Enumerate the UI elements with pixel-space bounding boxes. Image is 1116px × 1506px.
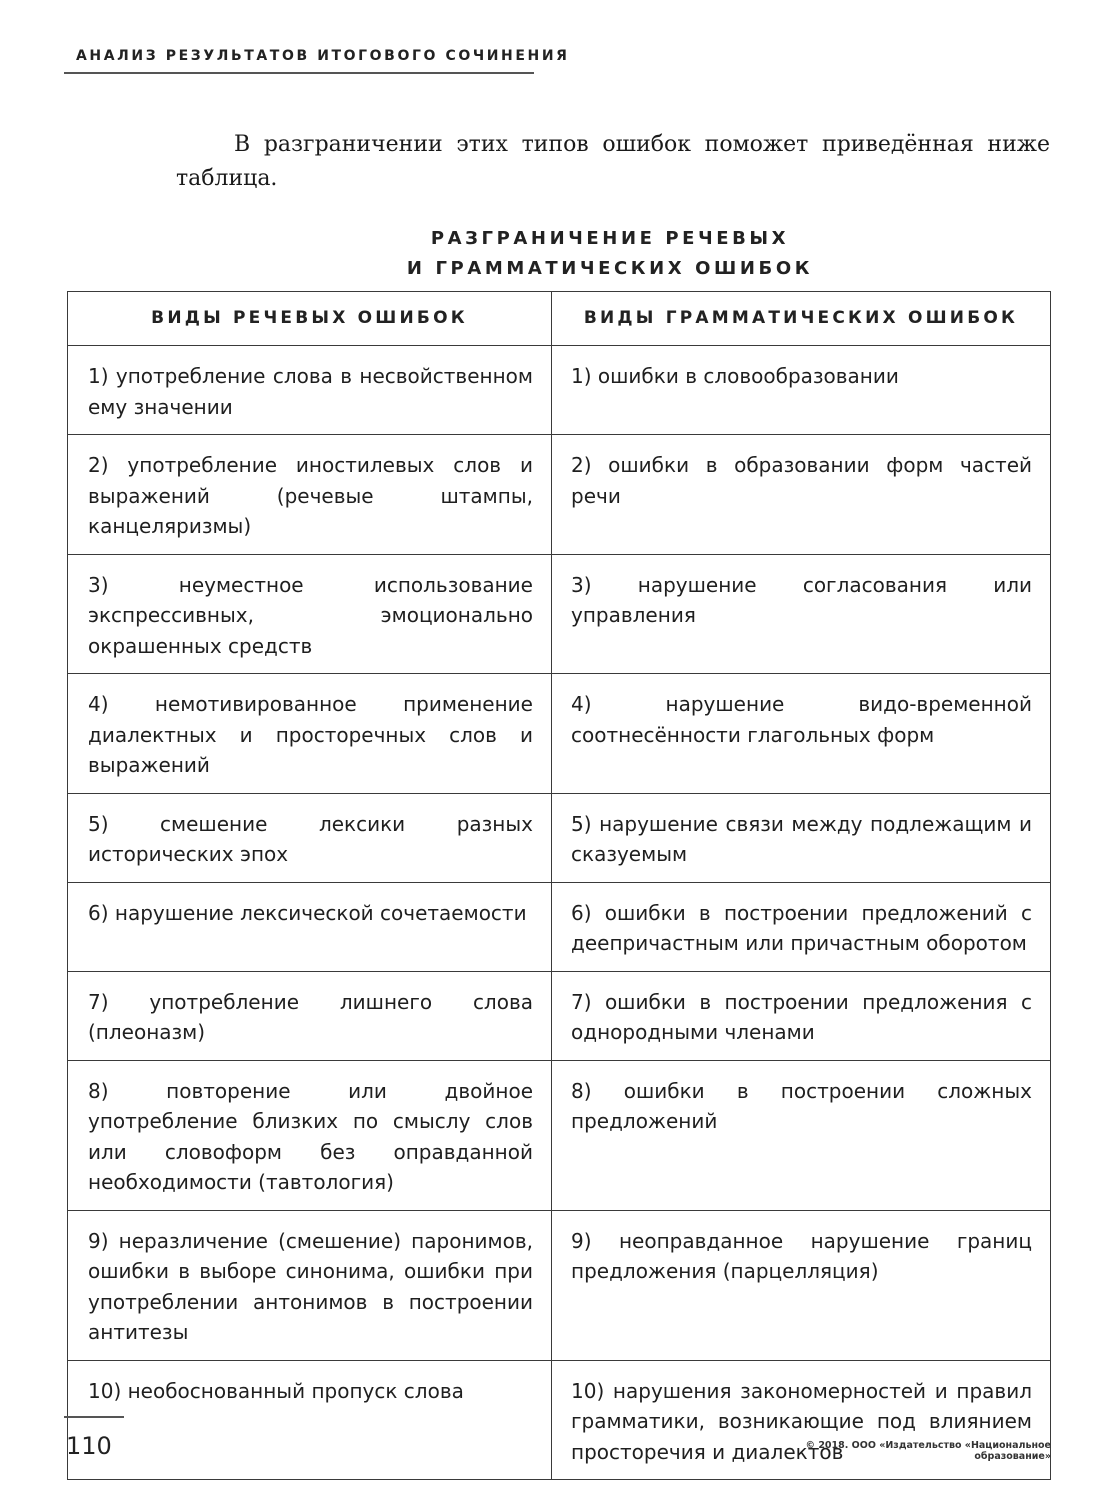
- grammar-error-cell: 1) ошибки в словообразовании: [552, 346, 1051, 435]
- speech-error-cell: 8) повторение или двойное употребление близких по смыслу слов или словоформ без оправданной необходимости (тавтология): [68, 1060, 552, 1210]
- grammar-error-cell: 3) нарушение согласования или управления: [552, 554, 1051, 674]
- footer-rule: [64, 1416, 124, 1418]
- grammar-error-cell: 10) нарушения закономерностей и правил грамматики, возникающие под влиянием просторечия и диалектов: [552, 1360, 1051, 1480]
- table-row: [68, 1210, 1051, 1360]
- table-row: [68, 971, 1051, 1060]
- errors-table: [67, 291, 1051, 1480]
- table-title-line-1: РАЗГРАНИЧЕНИЕ РЕЧЕВЫХ: [430, 228, 790, 249]
- table-row: [68, 1060, 1051, 1210]
- speech-error-cell: 4) немотивированное применение диалектных и просторечных слов и выражений: [68, 674, 552, 794]
- table-row: [68, 793, 1051, 882]
- running-header: АНАЛИЗ РЕЗУЛЬТАТОВ ИТОГОВОГО СОЧИНЕНИЯ: [76, 48, 570, 64]
- speech-error-cell: 9) неразличение (смешение) паронимов, ошибки в выборе синонима, ошибки при употреблении антонимов в построении антитезы: [68, 1210, 552, 1360]
- grammar-error-cell: 2) ошибки в образовании форм частей речи: [552, 435, 1051, 555]
- table-row: [68, 435, 1051, 555]
- speech-error-cell: 6) нарушение лексической сочетаемости: [68, 882, 552, 971]
- copyright-notice: © 2018. ООО «Издательство «Национальное образование»: [805, 1440, 1051, 1462]
- grammar-error-cell: 4) нарушение видо-временной соотнесённости глагольных форм: [552, 674, 1051, 794]
- speech-error-cell: 10) необоснованный пропуск слова: [68, 1360, 552, 1480]
- grammar-error-cell: 5) нарушение связи между подлежащим и сказуемым: [552, 793, 1051, 882]
- speech-error-cell: 1) употребление слова в несвойственном ему значении: [68, 346, 552, 435]
- grammar-error-cell: 9) неоправданное нарушение границ предложения (парцелляция): [552, 1210, 1051, 1360]
- table-row: [68, 674, 1051, 794]
- header-speech-errors: ВИДЫ РЕЧЕВЫХ ОШИБОК: [68, 292, 552, 346]
- table-header-row: [68, 292, 1051, 346]
- table-row: [68, 346, 1051, 435]
- header-grammar-errors: ВИДЫ ГРАММАТИЧЕСКИХ ОШИБОК: [552, 292, 1051, 346]
- page-number: 110: [66, 1432, 112, 1460]
- speech-error-cell: 2) употребление иностилевых слов и выражений (речевые штампы, канцеляризмы): [68, 435, 552, 555]
- table-row: [68, 882, 1051, 971]
- table-title-line-2: И ГРАММАТИЧЕСКИХ ОШИБОК: [406, 258, 814, 279]
- grammar-error-cell: 8) ошибки в построении сложных предложений: [552, 1060, 1051, 1210]
- grammar-error-cell: 6) ошибки в построении предложений с деепричастным или причастным оборотом: [552, 882, 1051, 971]
- intro-paragraph: В разграничении этих типов ошибок поможет приведённая ниже таблица.: [176, 132, 1050, 191]
- table-row: [68, 554, 1051, 674]
- speech-error-cell: 5) смешение лексики разных исторических эпох: [68, 793, 552, 882]
- speech-error-cell: 3) неуместное использование экспрессивных, эмоционально окрашенных средств: [68, 554, 552, 674]
- grammar-error-cell: 7) ошибки в построении предложения с однородными членами: [552, 971, 1051, 1060]
- speech-error-cell: 7) употребление лишнего слова (плеоназм): [68, 971, 552, 1060]
- header-rule: [64, 72, 534, 74]
